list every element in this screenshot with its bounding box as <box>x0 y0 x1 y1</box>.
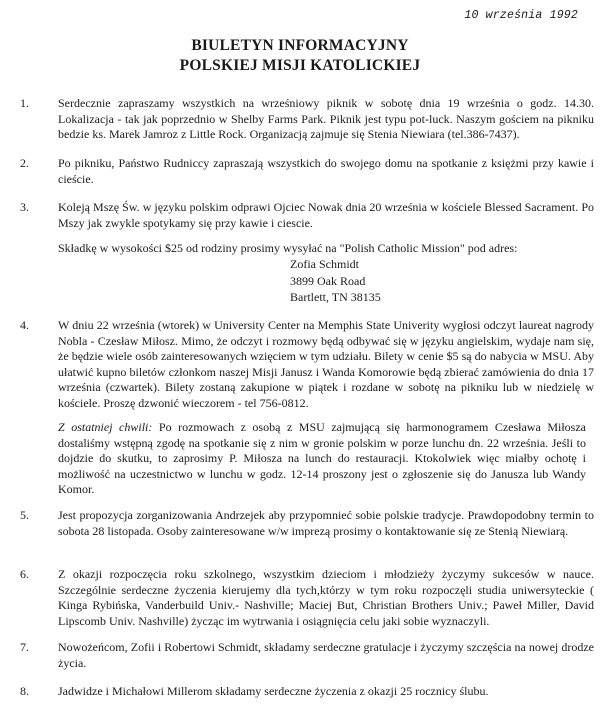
item-number: 1. <box>20 96 29 110</box>
item-text: Po pikniku, Państwo Rudniccy zapraszają wszystkich do swojego domu na spotkanie z księżmi przy kawie i cieście. <box>58 156 594 186</box>
address-name: Zofia Schmidt <box>290 257 359 271</box>
item-text: Z okazji rozpoczęcia roku szkolnego, wszystkim dzieciom i młodzieży życzymy sukcesów w nauce. Szczególnie serdeczne życzenia kierujemy dla tych,którzy w tym roku rozpoczęli studia uniwersyteckie ( Kinga Rybińska, Vanderbuild Univ.- Nashville; Maciej But, Christian Brothers Univ.; Paweł Miller, David Lipscomb Univ. Nashville) życząc im wytrwania i osiągnięcia celu jaki sobie wyznaczyli. <box>58 567 594 628</box>
item-text: Jest propozycja zorganizowania Andrzejek aby przypomnieć sobie polskie tradycje. Prawdopodobny termin to sobota 28 listopada. Osoby zainteresowane w/w imprezą prosimy o kontaktowanie się ze Stenią Niewiarą. <box>58 508 594 538</box>
document-title <box>0 36 600 76</box>
item-number: 2. <box>20 156 29 170</box>
item-text: Jadwidze i Michałowi Millerom składamy serdeczne życzenia z okazji 25 rocznicy ślubu. <box>58 684 489 698</box>
item-number: 5. <box>20 508 29 522</box>
item-number: 7. <box>20 640 29 654</box>
late-news-text: Po rozmowach z osobą z MSU zajmującą się harmonogramem Czesława Miłosza dostaliśmy wstępną zgodę na spotkanie się z nim w gronie polskim w porze lunchu dn. 22 września. Jeśli to dojdzie do skutku, to zaprosimy P. Miłosza na lunch do restauracji. Ktokolwiek więc miałby ochotę i możliwość na uczestnictwo w lunchu w godz. 12-14 proszony jest o zgłoszenie się do Janusza lub Wandy Komor. <box>58 420 586 497</box>
title-line-2: POLSKIEJ MISJI KATOLICKIEJ <box>179 57 421 74</box>
address-city: Bartlett, TN 38135 <box>290 290 381 304</box>
address-street: 3899 Oak Road <box>290 273 366 288</box>
late-news-paragraph <box>58 420 586 498</box>
item-text: Serdecznie zapraszamy wszystkich na wrześniowy piknik w sobotę dnia 19 września o godz. 14.30. Lokalizacja - tak jak poprzednio w Shelby Farms Park. Piknik jest typu pot-luck. Naszym gościem na pikniku bedzie ks. Marek Jamroz z Little Rock. Organizacją zajmuje się Stenia Niewiara (tel.386-7437). <box>58 96 594 142</box>
item-number: 8. <box>20 684 29 698</box>
item-text: Nowożeńcom, Zofii i Robertowi Schmidt, składamy serdeczne gratulacje i życzymy szczęścia na nowej drodze życia. <box>58 640 594 670</box>
item-text: W dniu 22 września (wtorek) w University Center na Memphis State Univerity wygłosi odczyt laureat nagrody Nobla - Czesław Miłosz. Mimo, że odczyt i rozmowy będą odbywać się w języku angielskim, wydaje nam się, że będzie wiele osób zainteresowanych wzięciem w tym udziału. Bilety w cenie $5 są do nabycia w MSU. Aby ułatwić kupno biletów członkom naszej Misji Janusz i Wanda Komorowie będą zbierać zamówienia do dnia 17 września (czwartek). Bilety zostaną zakupione w piątek i rozdane w sobotę na pikniku lub w niedzielę w kościele. Proszę dzwonić wieczorem - tel 756-0812. <box>58 318 594 410</box>
item-number: 6. <box>20 567 29 581</box>
late-news-lead: Z ostatniej chwili: <box>58 420 153 434</box>
document-date: 10 września 1992 <box>464 9 578 22</box>
item-number: 3. <box>20 200 29 214</box>
title-line-1: BIULETYN INFORMACYJNY <box>191 37 409 54</box>
mailing-address <box>290 256 381 306</box>
item-number: 4. <box>20 318 29 332</box>
item-text: Koleją Mszę Św. w języku polskim odprawi Ojciec Nowak dnia 20 września w kościele Blessed Sacrament. Po Mszy jak zwykle spotykamy się przy kawie i ciescie. <box>58 200 594 230</box>
dues-paragraph: Składkę w wysokości $25 od rodziny prosimy wysyłać na "Polish Catholic Mission" pod adres: <box>58 241 518 255</box>
